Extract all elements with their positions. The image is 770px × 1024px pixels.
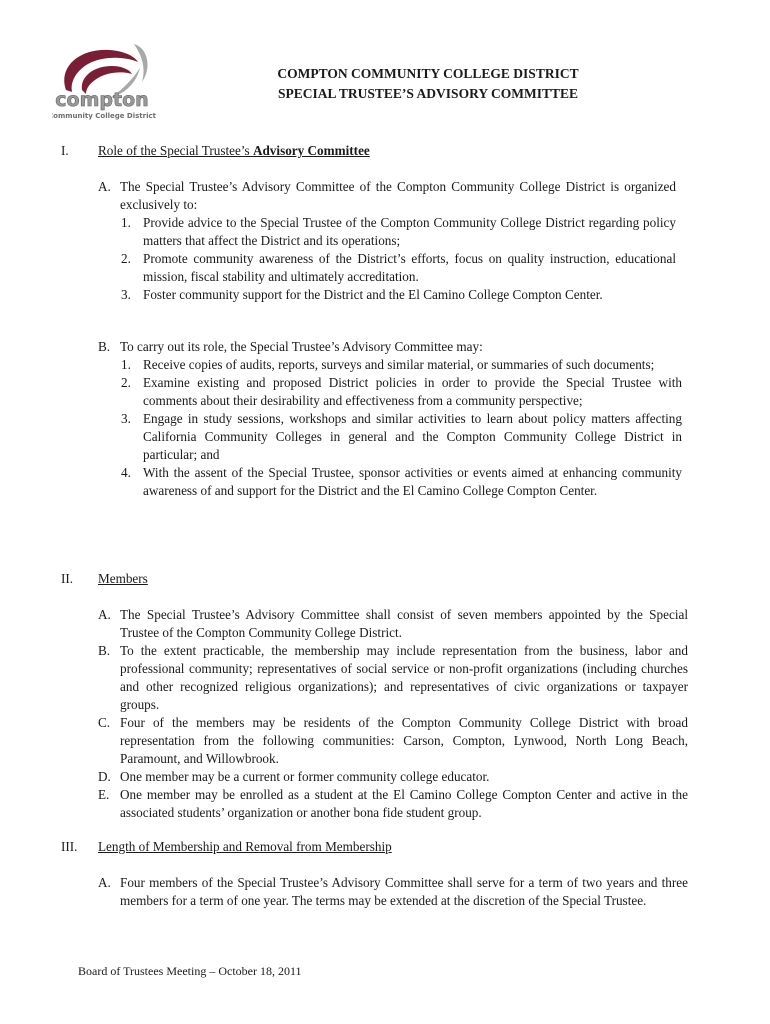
list-item (98, 786, 688, 822)
header-line-2: SPECIAL TRUSTEE’S ADVISORY COMMITTEE (278, 86, 578, 101)
list-item (121, 250, 676, 286)
list-item-text: To the extent practicable, the membership may include representation from the business, labor and professional community; representatives of social service or non-profit organizations (including churches and other recognized religious organizations); and representatives of civic organizations or taxpayer groups. (120, 643, 688, 712)
list-item (121, 286, 676, 304)
list-item-number: 1. (121, 357, 131, 372)
list-item (121, 356, 682, 374)
list-item (121, 374, 682, 410)
list-item-letter: A. (98, 607, 111, 622)
section-3-list (98, 874, 688, 910)
list-item-number: 3. (121, 411, 131, 426)
section-1-a-text: The Special Trustee’s Advisory Committee of the Compton Community College District is organized exclusively to: (120, 179, 676, 212)
page-footer: Board of Trustees Meeting – October 18, 2011 (78, 964, 302, 978)
section-2-list (98, 606, 688, 822)
list-item (121, 410, 682, 464)
list-item-text: Engage in study sessions, workshops and similar activities to learn about policy matters affecting California Community Colleges in general and the Compton Community College District in particular; and (143, 411, 682, 462)
list-item-letter: D. (98, 769, 111, 784)
section-1-a (98, 178, 676, 304)
list-item-number: 3. (121, 287, 131, 302)
list-item-letter: B. (98, 643, 111, 658)
list-item-text: Four of the members may be residents of the Compton Community College District with broad representation from the following communities: Carson, Compton, Lynwood, North Long Beach, Paramount, and Willowbrook. (120, 715, 688, 766)
list-item-text: Four members of the Special Trustee’s Advisory Committee shall serve for a term of two years and three members for a term of one year. The terms may be extended at the discretion of the Special Trustee. (120, 875, 688, 908)
list-item (98, 642, 688, 714)
section-3-number: III. (61, 839, 78, 854)
list-item-text: One member may be enrolled as a student at the El Camino College Compton Center and active in the associated students’ organization or another bona fide student group. (120, 787, 688, 820)
section-1-title (98, 142, 370, 160)
logo-wordmark: compton (55, 89, 149, 111)
list-item (121, 214, 676, 250)
section-1-title-part: Role of the Special Trustee’s (98, 143, 253, 158)
list-item-letter: E. (98, 787, 110, 802)
list-item (121, 464, 682, 500)
list-item-letter: C. (98, 715, 111, 730)
list-item-number: 2. (121, 251, 131, 266)
list-item-letter: A. (98, 875, 111, 890)
list-item-text: The Special Trustee’s Advisory Committee shall consist of seven members appointed by the Special Trustee of the Compton Community College District. (120, 607, 688, 640)
section-1-b-text: To carry out its role, the Special Trustee’s Advisory Committee may: (120, 339, 483, 354)
list-item-text: Foster community support for the District and the El Camino College Compton Center. (143, 287, 603, 302)
list-item-text: Promote community awareness of the District’s efforts, focus on quality instruction, educational mission, fiscal stability and ultimately accreditation. (143, 251, 676, 284)
section-1-a-label: A. (98, 179, 111, 194)
list-item-number: 2. (121, 375, 131, 390)
section-1-b-list (98, 356, 682, 500)
list-item-text: Receive copies of audits, reports, surveys and similar material, or summaries of such documents; (143, 357, 655, 372)
logo-subtext: Community College District (52, 112, 156, 120)
list-item (98, 714, 688, 768)
list-item-text: Examine existing and proposed District policies in order to provide the Special Trustee with comments about their desirability and effectiveness from a community perspective; (143, 375, 682, 408)
document-header (0, 64, 770, 104)
list-item-number: 1. (121, 215, 131, 230)
section-2-number: II. (61, 571, 74, 586)
list-item (98, 606, 688, 642)
section-3-title: Length of Membership and Removal from Membership (98, 839, 392, 854)
list-item-text: Provide advice to the Special Trustee of the Compton Community College District regarding policy matters that affect the District and its operations; (143, 215, 676, 248)
list-item-text: With the assent of the Special Trustee, sponsor activities or events aimed at enhancing community awareness of and support for the District and the El Camino College Compton Center. (143, 465, 682, 498)
header-line-1: COMPTON COMMUNITY COLLEGE DISTRICT (277, 66, 579, 81)
section-2-title: Members (98, 571, 148, 586)
list-item-text: One member may be a current or former community college educator. (120, 769, 490, 784)
section-1-title-bold: Advisory Committee (252, 143, 370, 158)
section-1-b (98, 338, 682, 500)
section-1-b-label: B. (98, 339, 111, 354)
list-item-number: 4. (121, 465, 131, 480)
section-1-a-list (98, 214, 676, 304)
list-item (98, 874, 688, 910)
list-item (98, 768, 688, 786)
section-1-number: I. (61, 143, 69, 158)
